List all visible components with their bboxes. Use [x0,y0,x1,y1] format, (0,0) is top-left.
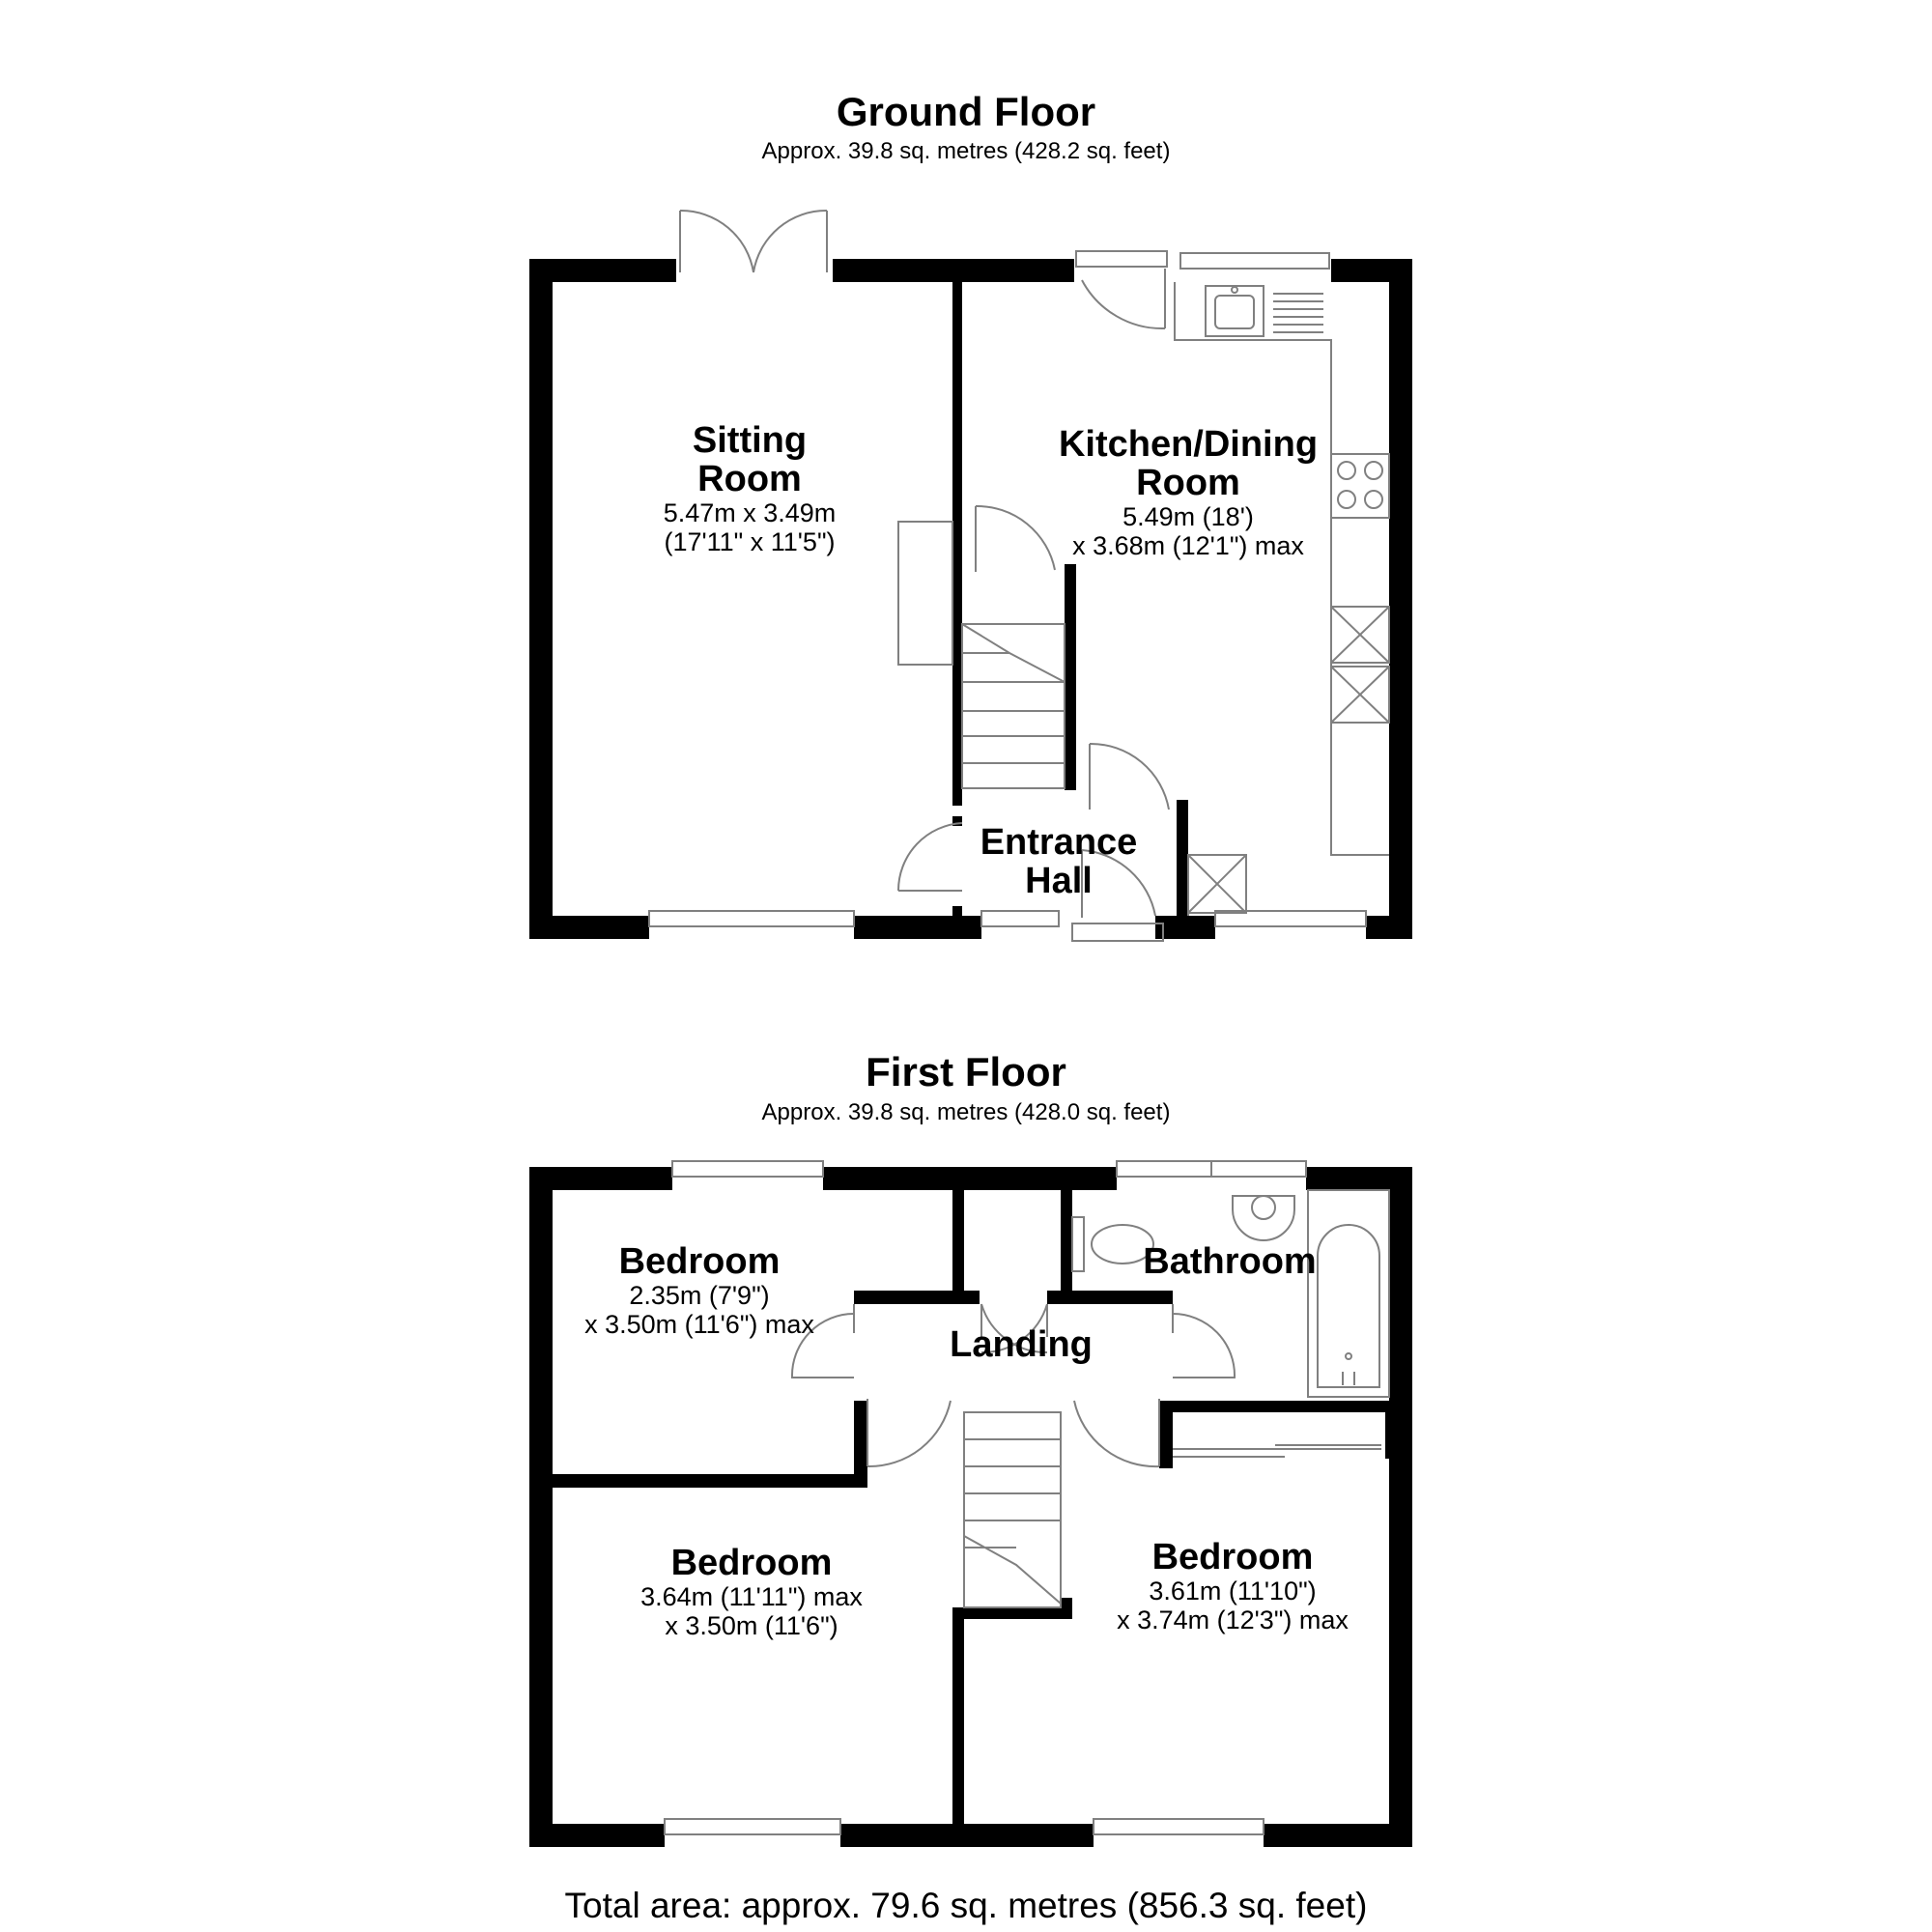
room-name: Room [697,459,802,499]
room-label-bedroom-small [584,1242,814,1339]
room-dimensions: 2.35m (7'9") [629,1281,770,1310]
room-label-bedroom-left [640,1544,863,1640]
first-floor-stairs [964,1412,1061,1607]
room-label-sitting-room [664,421,837,556]
room-name: Kitchen/Dining [1058,424,1319,465]
room-label-landing [950,1325,1093,1364]
room-dimensions: (17'11" x 11'5") [664,527,836,556]
ground-floor-stairs [962,624,1065,788]
room-name: Bedroom [670,1543,833,1583]
room-label-bathroom [1143,1242,1316,1281]
room-name: Bathroom [1143,1241,1317,1282]
room-name: Entrance [980,822,1138,863]
room-name: Bedroom [1151,1537,1314,1577]
room-label-kitchen-dining-room [1059,425,1318,560]
room-name: Room [1136,463,1240,503]
room-dimensions: 3.61m (11'10") [1149,1577,1317,1605]
room-dimensions: 5.47m x 3.49m [663,498,837,527]
room-dimensions: x 3.68m (12'1") max [1072,531,1304,560]
room-dimensions: x 3.50m (11'6") max [584,1310,814,1339]
ground-floor-title: Ground Floor [836,89,1096,134]
room-dimensions: x 3.50m (11'6") [665,1611,838,1640]
room-label-entrance-hall [980,823,1138,900]
ground-floor-fixtures [898,282,1389,916]
total-area: Total area: approx. 79.6 sq. metres (856.3 sq. feet) [564,1886,1368,1925]
room-dimensions: 5.49m (18') [1122,502,1254,531]
room-name: Sitting [692,420,808,461]
ground-floor-walls [529,259,1412,939]
room-dimensions: x 3.74m (12'3") max [1117,1605,1349,1634]
room-name: Landing [950,1324,1093,1365]
first-floor-fixtures [1072,1190,1389,1457]
first-floor-title: First Floor [866,1049,1066,1094]
first-floor-area: Approx. 39.8 sq. metres (428.0 sq. feet) [761,1099,1171,1125]
room-dimensions: 3.64m (11'11") max [640,1582,863,1611]
room-name: Hall [1025,861,1093,901]
room-name: Bedroom [618,1241,781,1282]
ground-floor-area: Approx. 39.8 sq. metres (428.2 sq. feet) [761,138,1171,164]
room-label-bedroom-right [1117,1538,1349,1634]
